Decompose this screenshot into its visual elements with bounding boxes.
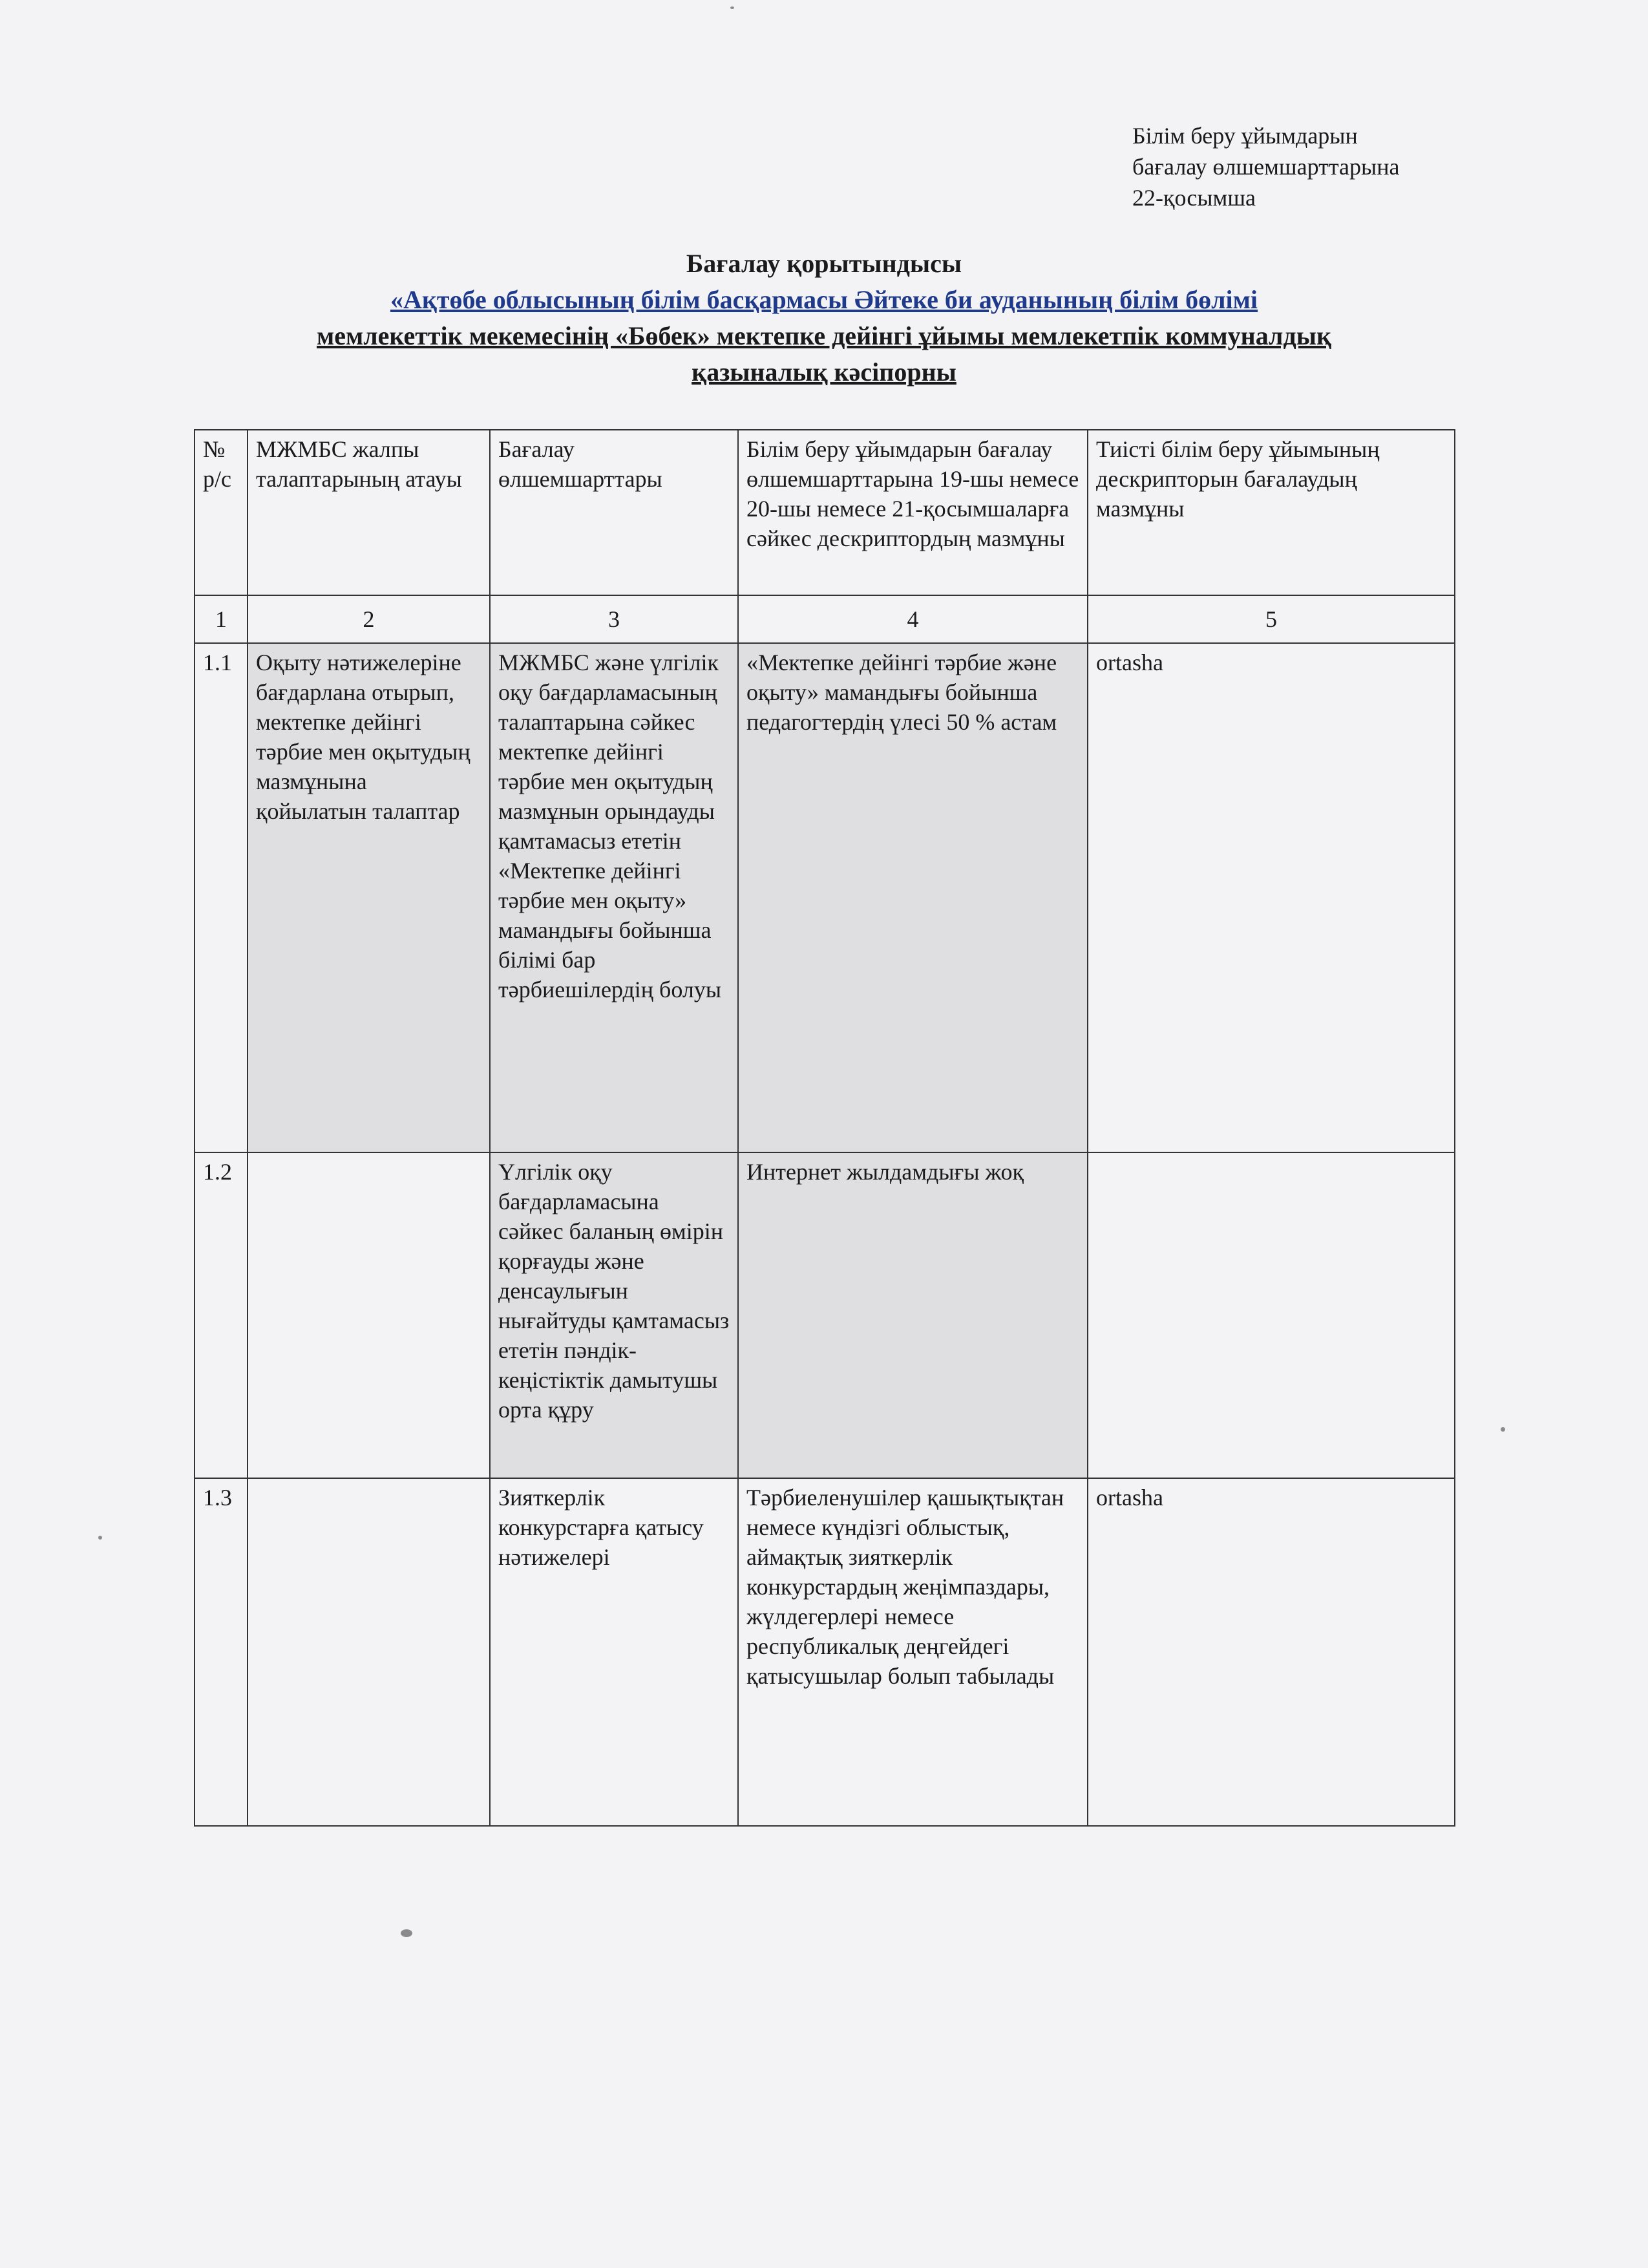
title-sub-line-3: қазыналық кәсіпорны (692, 357, 956, 387)
header-evaluation: Тиісті білім беру ұйымының дескрипторын бағалаудың мазмұны (1088, 430, 1455, 595)
header-num: № р/с (195, 430, 248, 595)
scan-speck (730, 6, 734, 9)
row-descriptor: Тәрбиеленушілер қашықтықтан немесе күндізгі облыстық, аймақтық зияткерлік конкурстардың жеңімпаздары, жүлдегерлері немесе республикалық деңгейдегі қатысушылар болып табылады (738, 1478, 1088, 1826)
document-title (194, 246, 1454, 390)
header-criterion: Бағалау өлшемшарттары (490, 430, 738, 595)
appendix-line-3: 22-қосымша (1132, 185, 1256, 211)
column-number: 4 (738, 595, 1088, 643)
table-header-row (195, 430, 1455, 595)
row-evaluation (1088, 1152, 1455, 1478)
row-criterion: Зияткерлік конкурстарға қатысу нәтижелері (490, 1478, 738, 1826)
row-evaluation: ortasha (1088, 1478, 1455, 1826)
row-num: 1.2 (195, 1152, 248, 1478)
table-row (195, 643, 1455, 1152)
column-number-row (195, 595, 1455, 643)
evaluation-table (194, 429, 1455, 1827)
appendix-note (1132, 120, 1399, 213)
row-requirement (248, 1152, 490, 1478)
column-number: 1 (195, 595, 248, 643)
appendix-line-2: бағалау өлшемшарттарына (1132, 154, 1400, 180)
row-requirement (248, 1478, 490, 1826)
scan-speck (98, 1536, 102, 1540)
column-number: 2 (248, 595, 490, 643)
row-requirement: Оқыту нәтижелеріне бағдарлана отырып, мектепке дейінгі тәрбие мен оқытудың мазмұнына қойылатын талаптар (248, 643, 490, 1152)
header-requirement: МЖМБС жалпы талаптарының атауы (248, 430, 490, 595)
title-sub-line-1: «Ақтөбе облысының білім басқармасы Әйтеке би ауданының білім бөлімі (390, 285, 1258, 314)
title-main: Бағалау қорытындысы (686, 249, 962, 278)
scan-speck (401, 1929, 412, 1937)
column-number: 3 (490, 595, 738, 643)
row-num: 1.1 (195, 643, 248, 1152)
row-evaluation: ortasha (1088, 643, 1455, 1152)
row-descriptor: «Мектепке дейінгі тәрбие және оқыту» мамандығы бойынша педагогтердің үлесі 50 % астам (738, 643, 1088, 1152)
row-criterion: Үлгілік оқу бағдарламасына сәйкес баланың өмірін қорғауды және денсаулығын нығайтуды қамтамасыз ететін пәндік-кеңістіктік дамытушы орта құру (490, 1152, 738, 1478)
column-number: 5 (1088, 595, 1455, 643)
header-descriptor: Білім беру ұйымдарын бағалау өлшемшарттарына 19-шы немесе 20-шы немесе 21-қосымшаларға сәйкес дескриптордың мазмұны (738, 430, 1088, 595)
scan-speck (1501, 1427, 1505, 1432)
appendix-line-1: Білім беру ұйымдарын (1132, 123, 1358, 149)
row-descriptor: Интернет жылдамдығы жоқ (738, 1152, 1088, 1478)
row-criterion: МЖМБС және үлгілік оқу бағдарламасының талаптарына сәйкес мектепке дейінгі тәрбие мен оқытудың мазмұнын орындауды қамтамасыз ететін «Мектепке дейінгі тәрбие мен оқыту» мамандығы бойынша білімі бар тәрбиешілердің болуы (490, 643, 738, 1152)
table-row (195, 1478, 1455, 1826)
title-sub-line-2: мемлекеттік мекемесінің «Бөбек» мектепке дейінгі ұйымы мемлекетпік коммуналдық (316, 321, 1332, 350)
table-row (195, 1152, 1455, 1478)
row-num: 1.3 (195, 1478, 248, 1826)
